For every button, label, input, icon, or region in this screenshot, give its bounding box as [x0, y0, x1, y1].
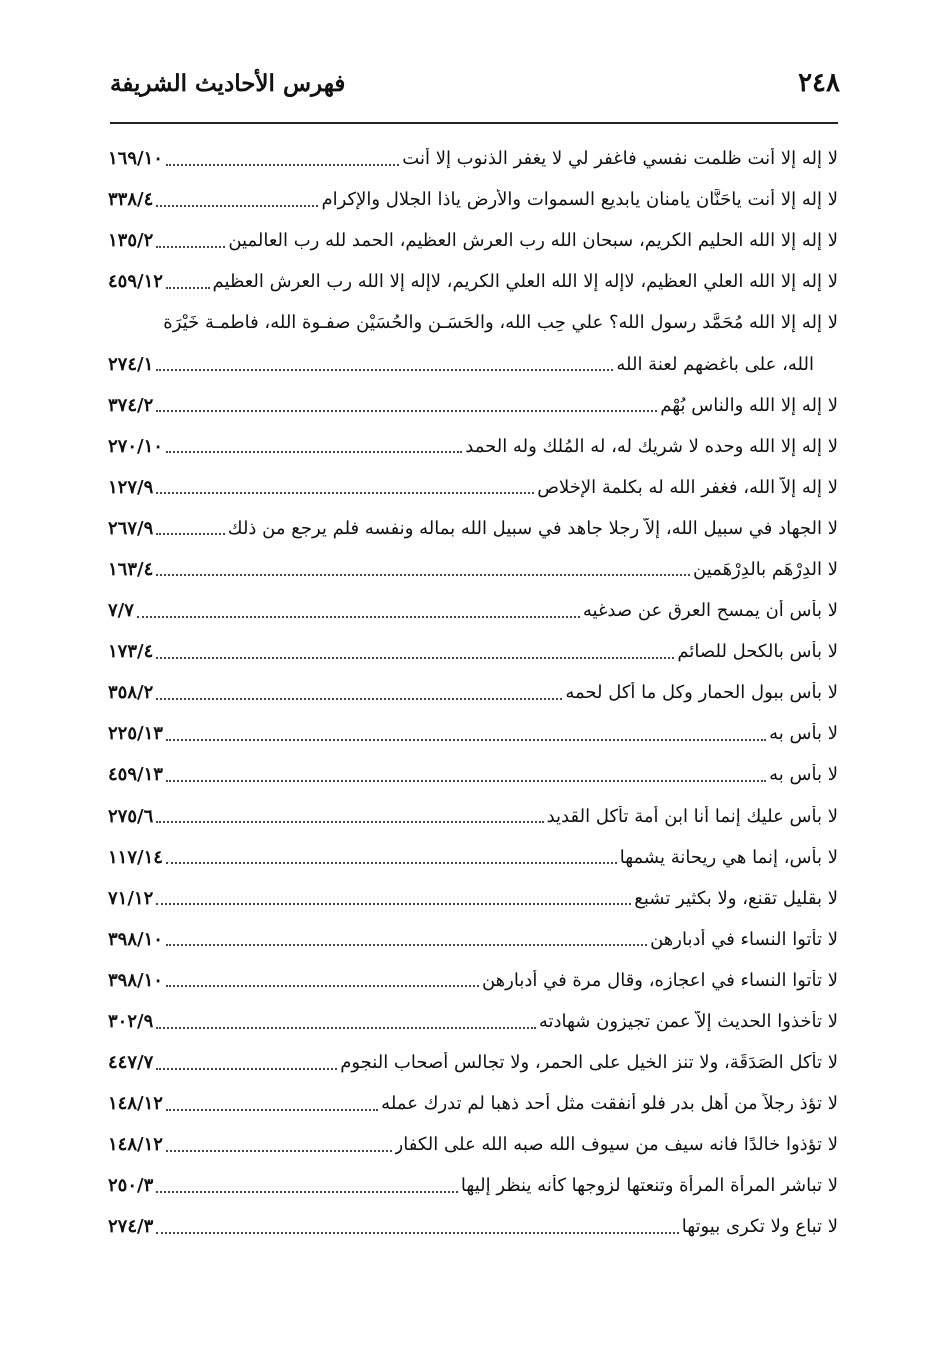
entry-text: لا بأس به	[769, 764, 838, 786]
entry-text: لا الجهاد في سبيل الله، إلاّ رجلا جاهد في سبيل الله بماله ونفسه فلم يرجع من ذلك	[227, 517, 838, 539]
index-entry	[108, 302, 838, 343]
leader-dots	[156, 1068, 337, 1070]
entry-text: لا تؤذ رجلاً من أهل بدر فلو أنفقت مثل أحد ذهبا لم تدرك عمله	[381, 1093, 838, 1115]
index-entry	[108, 796, 838, 837]
entry-reference: ٢٧٤/١	[108, 353, 154, 375]
entry-reference: ١١٧/١٤	[108, 846, 163, 868]
entry-reference: ٤٥٩/١٣	[108, 764, 163, 786]
entry-text: لا بأس ببول الحمار وكل ما أكل لحمه	[565, 682, 838, 704]
index-entry	[108, 672, 838, 713]
leader-dots	[166, 739, 766, 741]
leader-dots	[156, 574, 690, 576]
entry-text: الله، على باغضهم لعنة الله	[616, 353, 814, 375]
entry-text: لا بأس بالكحل للصائم	[677, 641, 838, 663]
entry-reference: ٣٠٢/٩	[108, 1011, 154, 1033]
entry-reference: ٣٩٨/١٠	[108, 928, 163, 950]
index-entry	[108, 590, 838, 631]
entry-reference: ٢٦٧/٩	[108, 517, 154, 539]
leader-dots	[156, 821, 543, 823]
index-entry	[108, 385, 838, 426]
leader-dots	[156, 205, 318, 207]
entry-reference: ٣٥٨/٢	[108, 682, 154, 704]
entry-text: لا تأتوا النساء في أدبارهن	[650, 928, 838, 950]
page-number: ٢٤٨	[798, 68, 840, 98]
index-entry	[108, 1042, 838, 1083]
page-header	[110, 66, 840, 112]
index-entry	[108, 713, 838, 754]
entry-reference: ١٦٩/١٠	[108, 148, 163, 170]
entry-reference: ٧/٧	[108, 600, 134, 622]
entry-text: لا تأتوا النساء في اعجازه، وقال مرة في أدبارهن	[481, 969, 838, 991]
leader-dots	[166, 1109, 378, 1111]
entry-reference: ٣٩٨/١٠	[108, 969, 163, 991]
index-entry	[108, 549, 838, 590]
entry-text: لا إله إلاّ الله، فغفر الله له بكلمة الإخلاص	[537, 476, 838, 498]
leader-dots	[166, 287, 210, 289]
leader-dots	[156, 657, 674, 659]
entry-reference: ٧١/١٢	[108, 887, 154, 909]
leader-dots	[156, 246, 225, 248]
entry-text: لا تأخذوا الحديث إلاّ عمن تجيزون شهادته	[538, 1011, 838, 1033]
entry-text: لا إله إلا الله وحده لا شريك له، له المُلك وله الحمد	[465, 435, 838, 457]
leader-dots	[156, 492, 534, 494]
index-entry	[108, 138, 838, 179]
page-title: فهرس الأحاديث الشريفة	[110, 70, 346, 97]
leader-dots	[166, 944, 647, 946]
entry-text: لا إله إلا أنت ياحَنَّان يامنان يابديع السموات والأرض ياذا الجلال والإكرام	[321, 189, 838, 211]
entry-text: لا بأس عليك إنما أنا ابن أمة تأكل القديد	[546, 805, 838, 827]
leader-dots	[156, 369, 613, 371]
index-entry	[108, 1124, 838, 1165]
hadith-index-list	[108, 138, 838, 1248]
leader-dots	[166, 862, 617, 864]
entry-text: لا بأس، إنما هي ريحانة يشمها	[619, 846, 838, 868]
entry-reference: ٣٧٤/٢	[108, 394, 154, 416]
leader-dots	[166, 164, 399, 166]
entry-text: لا إله إلا أنت ظلمت نفسي فاغفر لي لا يغفر الذنوب إلا أنت	[402, 148, 838, 170]
index-entry	[108, 1206, 838, 1247]
entry-text: لا إله إلا الله العلي العظيم، لاإله إلا الله العلي الكريم، لاإله إلا الله رب العرش العظيم	[212, 271, 838, 293]
entry-text: لا بأس أن يمسح العرق عن صدغيه	[582, 600, 838, 622]
leader-dots	[166, 451, 462, 453]
entry-reference: ٢٧٤/٣	[108, 1216, 154, 1238]
index-entry	[108, 1001, 838, 1042]
leader-dots	[156, 1191, 458, 1193]
index-entry	[108, 878, 838, 919]
leader-dots	[156, 1232, 678, 1234]
index-entry	[108, 919, 838, 960]
leader-dots	[166, 1150, 392, 1152]
entry-reference: ٣٣٨/٤	[108, 189, 154, 211]
entry-text: لا إله إلا الله مُحَمَّد رسول الله؟ علي حِب الله، والحَسَـن والحُسَيْن صفـوة الله، فاطمـة خَيْرَة	[163, 312, 838, 334]
entry-reference: ٢٢٥/١٣	[108, 723, 163, 745]
leader-dots	[156, 1027, 536, 1029]
index-entry-continuation	[108, 343, 838, 384]
entry-text: لا تؤذوا خالدًا فانه سيف من سيوف الله صبه الله على الكفار	[394, 1134, 838, 1156]
header-divider	[110, 122, 838, 124]
entry-text: لا تأكل الصَدَقَة، ولا تنز الخيل على الحمر، ولا تجالس أصحاب النجوم	[340, 1052, 838, 1074]
leader-dots	[156, 698, 562, 700]
entry-text: لا إله إلا الله والناس بُهْم	[660, 394, 838, 416]
index-entry	[108, 508, 838, 549]
index-entry	[108, 960, 838, 1001]
entry-text: لا إله إلا الله الحليم الكريم، سبحان الله رب العرش العظيم، الحمد لله رب العالمين	[228, 230, 838, 252]
leader-dots	[156, 533, 225, 535]
index-entry	[108, 1083, 838, 1124]
entry-reference: ١٧٣/٤	[108, 641, 154, 663]
entry-reference: ١٣٥/٢	[108, 230, 154, 252]
index-entry	[108, 837, 838, 878]
entry-reference: ٤٤٧/٧	[108, 1052, 154, 1074]
leader-dots	[166, 780, 766, 782]
leader-dots	[166, 985, 479, 987]
entry-reference: ٢٧٥/٦	[108, 805, 154, 827]
leader-dots	[137, 616, 580, 618]
entry-text: لا بقليل تقنع، ولا بكثير تشبع	[634, 887, 838, 909]
index-entry	[108, 1165, 838, 1206]
index-entry	[108, 426, 838, 467]
index-entry	[108, 467, 838, 508]
entry-text: لا تباشر المرأة المرأة وتنعتها لزوجها كأنه ينظر إليها	[460, 1175, 838, 1197]
entry-reference: ٤٥٩/١٢	[108, 271, 163, 293]
entry-reference: ١٢٧/٩	[108, 476, 154, 498]
entry-reference: ١٤٨/١٢	[108, 1134, 163, 1156]
entry-text: لا تباع ولا تكرى بيوتها	[681, 1216, 838, 1238]
index-entry	[108, 631, 838, 672]
index-entry	[108, 220, 838, 261]
entry-reference: ٢٧٠/١٠	[108, 435, 163, 457]
entry-reference: ٢٥٠/٣	[108, 1175, 154, 1197]
index-entry	[108, 754, 838, 795]
leader-dots	[156, 410, 657, 412]
entry-reference: ١٦٣/٤	[108, 558, 154, 580]
index-entry	[108, 179, 838, 220]
index-entry	[108, 261, 838, 302]
entry-reference: ١٤٨/١٢	[108, 1093, 163, 1115]
entry-text: لا الدِرْهَم بالدِرْهَمين	[693, 558, 838, 580]
leader-dots	[156, 903, 631, 905]
entry-text: لا بأس به	[769, 723, 838, 745]
